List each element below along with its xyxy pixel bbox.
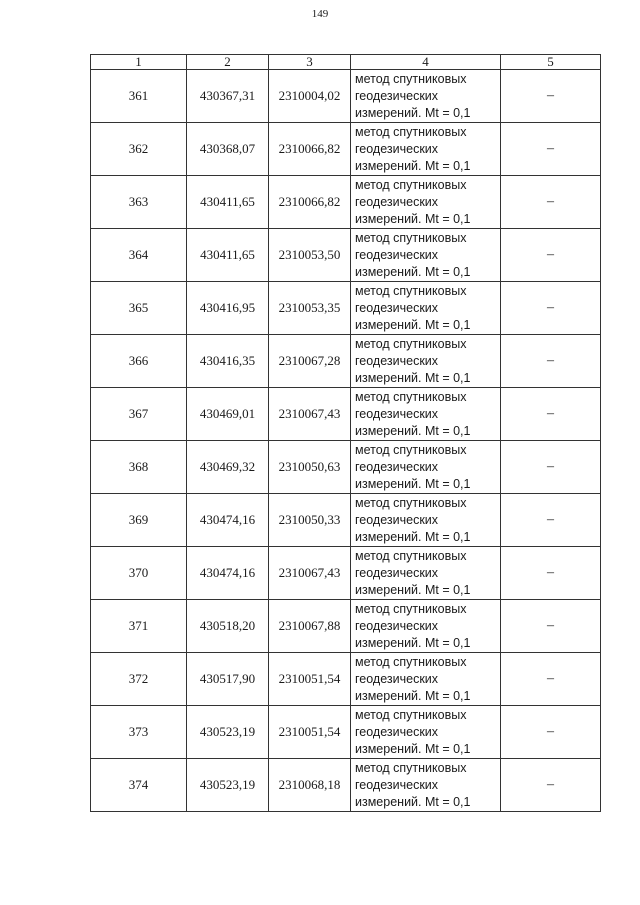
- column-header-4: 4: [351, 55, 501, 70]
- y-coordinate-cell: 2310051,54: [269, 653, 351, 706]
- method-line-3: измерений. Mt = 0,1: [355, 529, 471, 544]
- x-coordinate-cell: 430411,65: [187, 229, 269, 282]
- column-5-cell: –: [501, 335, 601, 388]
- y-coordinate-cell: 2310050,63: [269, 441, 351, 494]
- method-cell: [351, 176, 501, 229]
- point-number-cell: 363: [91, 176, 187, 229]
- method-line-2: геодезических: [355, 565, 439, 580]
- y-coordinate-cell: 2310067,88: [269, 600, 351, 653]
- table-row: [91, 706, 601, 759]
- column-5-cell: –: [501, 759, 601, 812]
- y-coordinate-cell: 2310051,54: [269, 706, 351, 759]
- point-number-cell: 372: [91, 653, 187, 706]
- column-header-3: 3: [269, 55, 351, 70]
- x-coordinate-cell: 430474,16: [187, 494, 269, 547]
- column-header-5: 5: [501, 55, 601, 70]
- method-line-3: измерений. Mt = 0,1: [355, 264, 471, 279]
- method-line-1: метод спутниковых: [355, 71, 467, 86]
- column-header-2: 2: [187, 55, 269, 70]
- method-line-2: геодезических: [355, 194, 439, 209]
- x-coordinate-cell: 430523,19: [187, 706, 269, 759]
- method-cell: [351, 653, 501, 706]
- point-number-cell: 368: [91, 441, 187, 494]
- method-line-1: метод спутниковых: [355, 389, 467, 404]
- method-line-2: геодезических: [355, 353, 439, 368]
- x-coordinate-cell: 430469,32: [187, 441, 269, 494]
- x-coordinate-cell: 430416,95: [187, 282, 269, 335]
- x-coordinate-cell: 430523,19: [187, 759, 269, 812]
- method-line-1: метод спутниковых: [355, 548, 467, 563]
- point-number-cell: 371: [91, 600, 187, 653]
- method-line-2: геодезических: [355, 300, 439, 315]
- table-row: [91, 282, 601, 335]
- method-cell: [351, 70, 501, 123]
- method-line-3: измерений. Mt = 0,1: [355, 317, 471, 332]
- method-line-3: измерений. Mt = 0,1: [355, 741, 471, 756]
- table-row: [91, 759, 601, 812]
- table-row: [91, 176, 601, 229]
- x-coordinate-cell: 430518,20: [187, 600, 269, 653]
- x-coordinate-cell: 430411,65: [187, 176, 269, 229]
- column-5-cell: –: [501, 441, 601, 494]
- table-row: [91, 388, 601, 441]
- method-cell: [351, 759, 501, 812]
- method-cell: [351, 547, 501, 600]
- method-line-1: метод спутниковых: [355, 495, 467, 510]
- method-line-2: геодезических: [355, 512, 439, 527]
- table-header-row: [91, 55, 601, 70]
- method-line-2: геодезических: [355, 141, 439, 156]
- method-line-3: измерений. Mt = 0,1: [355, 582, 471, 597]
- point-number-cell: 373: [91, 706, 187, 759]
- method-line-1: метод спутниковых: [355, 177, 467, 192]
- y-coordinate-cell: 2310067,43: [269, 388, 351, 441]
- table-row: [91, 123, 601, 176]
- y-coordinate-cell: 2310066,82: [269, 176, 351, 229]
- x-coordinate-cell: 430367,31: [187, 70, 269, 123]
- method-line-3: измерений. Mt = 0,1: [355, 688, 471, 703]
- method-cell: [351, 335, 501, 388]
- method-line-1: метод спутниковых: [355, 336, 467, 351]
- table-row: [91, 600, 601, 653]
- method-line-3: измерений. Mt = 0,1: [355, 158, 471, 173]
- method-line-3: измерений. Mt = 0,1: [355, 211, 471, 226]
- x-coordinate-cell: 430368,07: [187, 123, 269, 176]
- point-number-cell: 364: [91, 229, 187, 282]
- point-number-cell: 367: [91, 388, 187, 441]
- method-cell: [351, 229, 501, 282]
- column-5-cell: –: [501, 176, 601, 229]
- column-5-cell: –: [501, 388, 601, 441]
- method-cell: [351, 282, 501, 335]
- method-line-2: геодезических: [355, 406, 439, 421]
- column-5-cell: –: [501, 653, 601, 706]
- column-5-cell: –: [501, 547, 601, 600]
- point-number-cell: 366: [91, 335, 187, 388]
- point-number-cell: 370: [91, 547, 187, 600]
- column-5-cell: –: [501, 123, 601, 176]
- y-coordinate-cell: 2310053,50: [269, 229, 351, 282]
- method-line-1: метод спутниковых: [355, 760, 467, 775]
- method-line-1: метод спутниковых: [355, 124, 467, 139]
- y-coordinate-cell: 2310067,43: [269, 547, 351, 600]
- method-line-3: измерений. Mt = 0,1: [355, 635, 471, 650]
- method-cell: [351, 441, 501, 494]
- table-row: [91, 494, 601, 547]
- column-5-cell: –: [501, 494, 601, 547]
- y-coordinate-cell: 2310053,35: [269, 282, 351, 335]
- point-number-cell: 365: [91, 282, 187, 335]
- method-line-2: геодезических: [355, 777, 439, 792]
- coordinates-table: [90, 54, 601, 812]
- point-number-cell: 362: [91, 123, 187, 176]
- method-line-3: измерений. Mt = 0,1: [355, 370, 471, 385]
- method-line-1: метод спутниковых: [355, 230, 467, 245]
- method-line-1: метод спутниковых: [355, 442, 467, 457]
- table-row: [91, 547, 601, 600]
- column-header-1: 1: [91, 55, 187, 70]
- page-number: 149: [311, 8, 329, 20]
- y-coordinate-cell: 2310050,33: [269, 494, 351, 547]
- method-line-1: метод спутниковых: [355, 601, 467, 616]
- method-cell: [351, 706, 501, 759]
- method-cell: [351, 123, 501, 176]
- y-coordinate-cell: 2310004,02: [269, 70, 351, 123]
- method-line-1: метод спутниковых: [355, 654, 467, 669]
- method-cell: [351, 388, 501, 441]
- method-line-2: геодезических: [355, 459, 439, 474]
- method-line-3: измерений. Mt = 0,1: [355, 423, 471, 438]
- table-row: [91, 441, 601, 494]
- x-coordinate-cell: 430416,35: [187, 335, 269, 388]
- method-line-2: геодезических: [355, 247, 439, 262]
- column-5-cell: –: [501, 229, 601, 282]
- table-row: [91, 229, 601, 282]
- table-body: [91, 70, 601, 812]
- method-line-2: геодезических: [355, 618, 439, 633]
- point-number-cell: 374: [91, 759, 187, 812]
- y-coordinate-cell: 2310068,18: [269, 759, 351, 812]
- column-5-cell: –: [501, 706, 601, 759]
- table-row: [91, 70, 601, 123]
- method-line-2: геодезических: [355, 671, 439, 686]
- point-number-cell: 361: [91, 70, 187, 123]
- method-line-2: геодезических: [355, 88, 439, 103]
- method-line-3: измерений. Mt = 0,1: [355, 476, 471, 491]
- method-cell: [351, 494, 501, 547]
- method-line-1: метод спутниковых: [355, 283, 467, 298]
- method-line-3: измерений. Mt = 0,1: [355, 794, 471, 809]
- y-coordinate-cell: 2310066,82: [269, 123, 351, 176]
- column-5-cell: –: [501, 70, 601, 123]
- x-coordinate-cell: 430517,90: [187, 653, 269, 706]
- method-line-3: измерений. Mt = 0,1: [355, 105, 471, 120]
- table-row: [91, 335, 601, 388]
- x-coordinate-cell: 430474,16: [187, 547, 269, 600]
- point-number-cell: 369: [91, 494, 187, 547]
- table-row: [91, 653, 601, 706]
- method-line-1: метод спутниковых: [355, 707, 467, 722]
- column-5-cell: –: [501, 600, 601, 653]
- y-coordinate-cell: 2310067,28: [269, 335, 351, 388]
- method-cell: [351, 600, 501, 653]
- column-5-cell: –: [501, 282, 601, 335]
- method-line-2: геодезических: [355, 724, 439, 739]
- x-coordinate-cell: 430469,01: [187, 388, 269, 441]
